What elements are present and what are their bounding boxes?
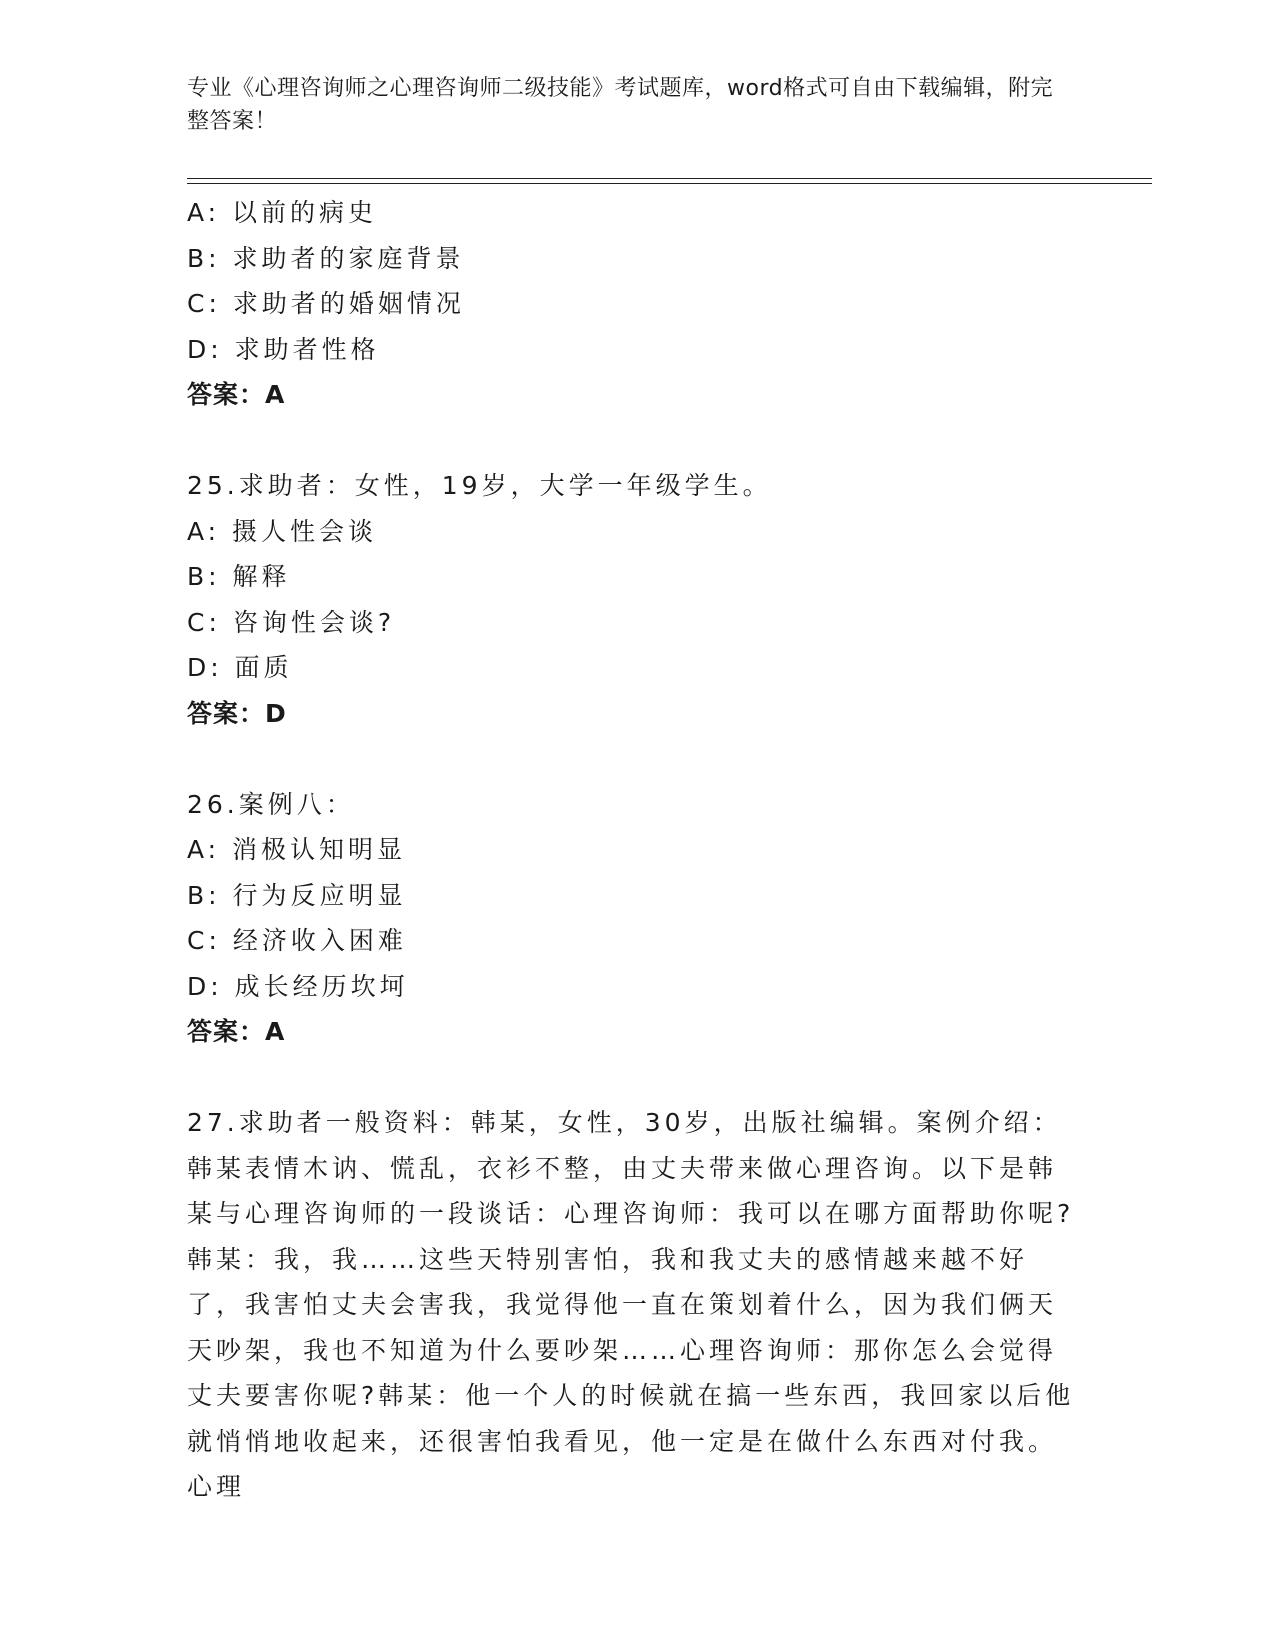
option-a: A: 以前的病史	[187, 198, 378, 227]
option-b: B: 求助者的家庭背景	[187, 243, 465, 273]
question-27	[187, 1100, 1087, 1510]
spacer	[187, 736, 1087, 782]
question-26	[187, 782, 1087, 1055]
question-stem: 27.求助者一般资料：韩某，女性，30岁，出版社编辑。案例介绍：韩某表情木讷、慌乱，衣衫不整，由丈夫带来做心理咨询。以下是韩某与心理咨询师的一段谈话：心理咨询师：我可以在哪方面帮助你呢?韩某：我，我……这些天特别害怕，我和我丈夫的感情越来越不好了，我害怕丈夫会害我，我觉得他一直在策划着什么，因为我们俩天天吵架，我也不知道为什么要吵架……心理咨询师：那你怎么会觉得丈夫要害你呢?韩某：他一个人的时候就在搞一些东西，我回家以后他就悄悄地收起来，还很害怕我看见，他一定是在做什么东西对付我。心理	[187, 1108, 1075, 1501]
option-c: C: 求助者的婚姻情况	[187, 289, 465, 318]
question-stem: 25.求助者：女性，19岁，大学一年级学生。	[187, 471, 772, 500]
header-rule-top	[187, 178, 1152, 179]
option-b: B: 解释	[187, 562, 291, 591]
answer: 答案：D	[187, 698, 287, 728]
option-d: D: 求助者性格	[187, 334, 380, 364]
option-d: D: 面质	[187, 653, 293, 682]
option-b: B: 行为反应明显	[187, 880, 407, 910]
header-rule-bottom	[187, 183, 1152, 184]
spacer	[187, 418, 1087, 464]
option-c: C: 咨询性会谈?	[187, 607, 396, 637]
option-c: C: 经济收入困难	[187, 926, 407, 955]
answer: 答案：A	[187, 380, 286, 409]
answer: 答案：A	[187, 1017, 286, 1046]
document-header: 专业《心理咨询师之心理咨询师二级技能》考试题库，word格式可自由下载编辑，附完整答案！	[187, 76, 1054, 134]
question-25	[187, 463, 1087, 736]
question-stem: 26.案例八：	[187, 789, 355, 819]
spacer	[187, 1055, 1087, 1101]
option-a: A: 消极认知明显	[187, 835, 407, 864]
question-24	[187, 190, 1087, 418]
question-list	[187, 190, 1087, 1510]
option-d: D: 成长经历坎坷	[187, 971, 409, 1001]
option-a: A: 摄人性会谈	[187, 516, 378, 546]
